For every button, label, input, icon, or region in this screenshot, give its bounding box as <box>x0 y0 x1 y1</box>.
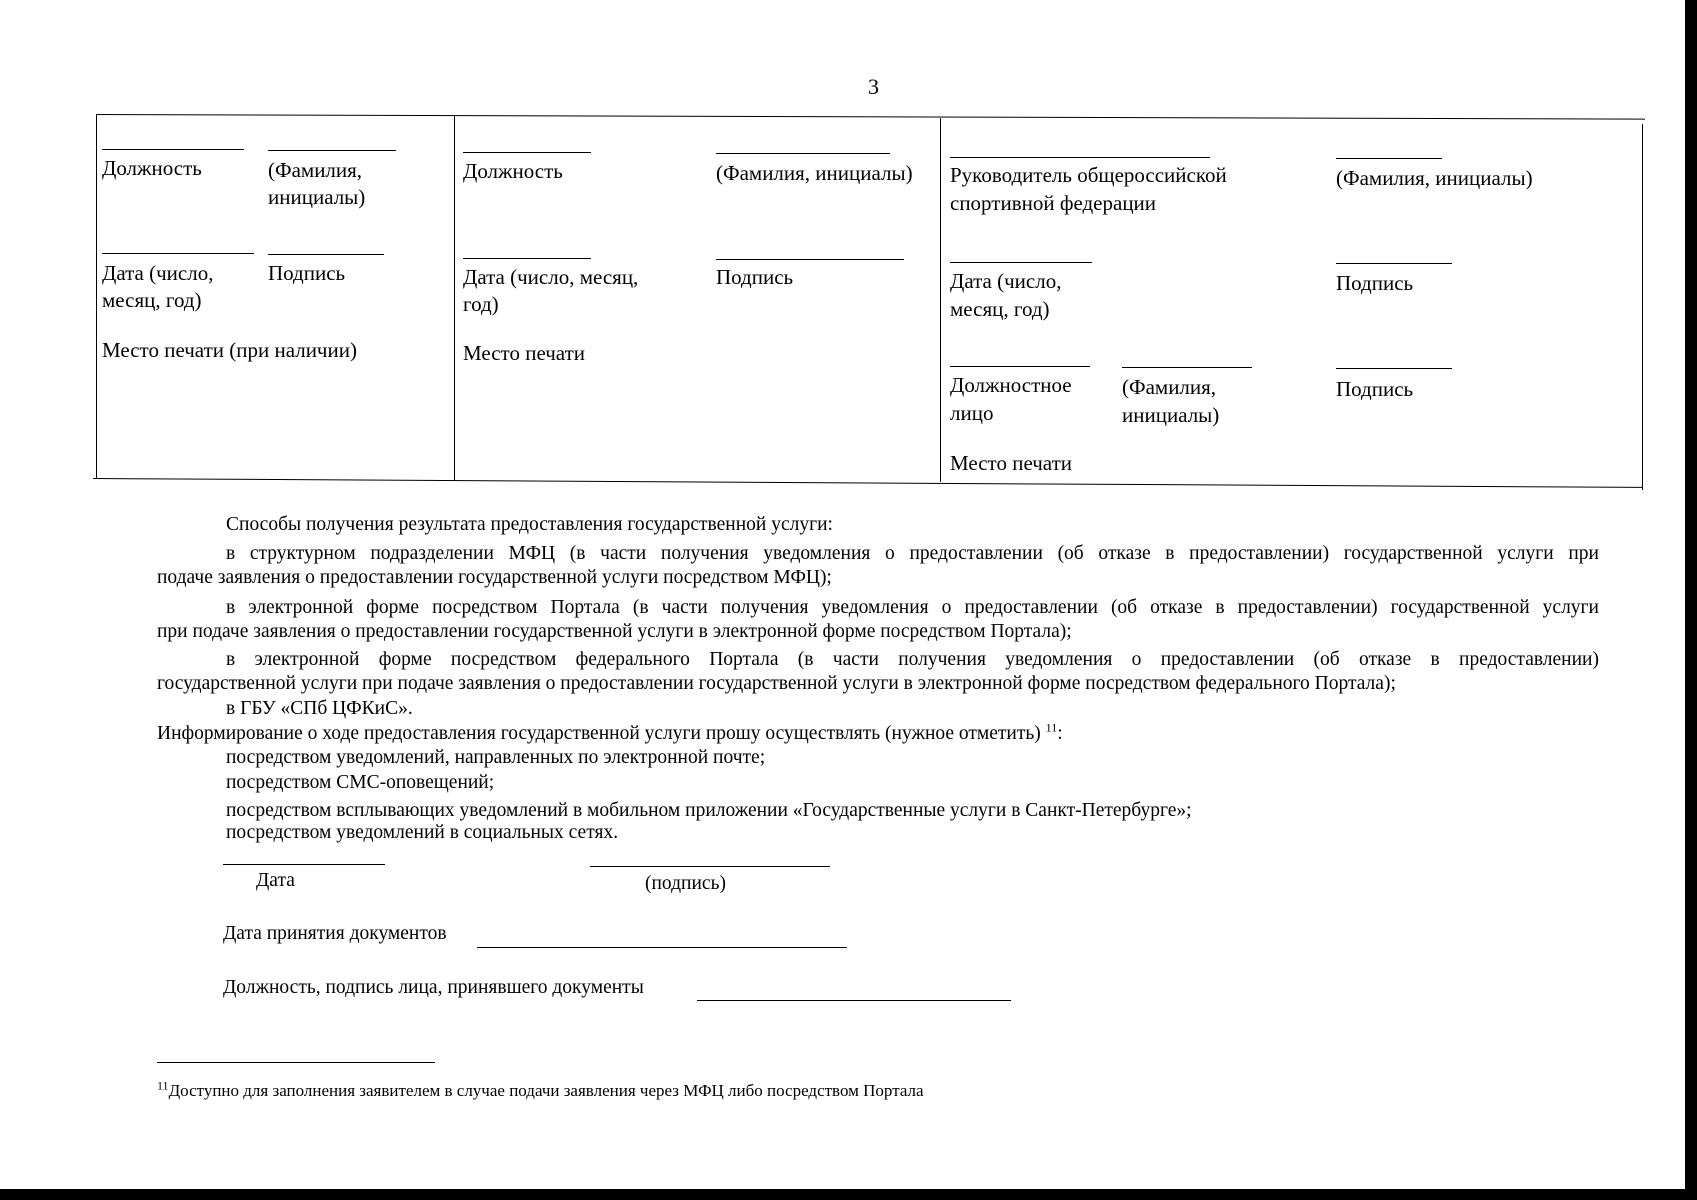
c1-position-label: Должность <box>102 156 202 180</box>
c2-signature-label: Подпись <box>716 265 794 289</box>
c2-date-line <box>463 258 591 259</box>
footnote-separator <box>157 1062 435 1063</box>
table-col-divider-1 <box>454 116 455 480</box>
c1-name-line <box>268 150 396 151</box>
c3-official-name-label-1: (Фамилия, <box>1122 375 1217 399</box>
c1-position-line <box>102 149 244 150</box>
c3-stamp-label: Место печати <box>950 451 1073 475</box>
method-mfc-line2: подаче заявления о предоставлении государственной услуги посредством МФЦ); <box>157 567 832 588</box>
acceptance-date-line <box>477 947 847 948</box>
signature-line <box>590 866 830 867</box>
c1-name-label-1: (Фамилия, <box>268 158 363 182</box>
method-mfc-line1: в структурном подразделении МФЦ (в части получения уведомления о предоставлении (об отказе в предоставлении) государственной услуги при <box>226 543 1599 564</box>
inform-option-app: посредством всплывающих уведомлений в мобильном приложении «Государственные услуги в Санкт-Петербурге»; <box>226 800 1192 821</box>
c1-date-line <box>102 253 254 254</box>
c2-position-label: Должность <box>463 159 563 183</box>
page-number: 3 <box>868 74 879 99</box>
c3-official-name-label-2: инициалы) <box>1122 403 1220 427</box>
c3-official-signature-line <box>1336 368 1452 369</box>
c1-signature-line <box>268 254 384 255</box>
inform-option-email: посредством уведомлений, направленных по электронной почте; <box>226 747 766 768</box>
scan-edge-right <box>1685 0 1697 1200</box>
c2-date-label-2: год) <box>463 292 499 316</box>
informing-footnote-ref: 11 <box>1045 720 1058 735</box>
table-top-border <box>96 114 1645 120</box>
date-label: Дата <box>256 870 295 891</box>
scan-edge-bottom <box>0 1189 1697 1200</box>
table-right-border <box>1642 124 1643 490</box>
c3-date-label-2: месяц, год) <box>950 297 1050 321</box>
method-portal-line1: в электронной форме посредством Портала (в части получения уведомления о предоставлении (об отказе в предоставлении) государственной услуги <box>226 597 1599 618</box>
method-gbu: в ГБУ «СПб ЦФКиС». <box>226 698 413 719</box>
c2-name-label: (Фамилия, инициалы) <box>716 161 913 185</box>
c2-signature-line <box>716 259 904 260</box>
table-left-border <box>96 114 97 478</box>
c3-date-label-1: Дата (число, <box>950 269 1062 293</box>
inform-option-social: посредством уведомлений в социальных сетях. <box>226 822 619 843</box>
c2-name-line <box>716 153 890 154</box>
table-bottom-border <box>93 478 1643 488</box>
inform-option-sms: посредством СМС-оповещений; <box>226 772 495 793</box>
methods-intro: Способы получения результата предоставления государственной услуги: <box>226 514 833 535</box>
acceptor-label: Должность, подпись лица, принявшего документы <box>223 977 644 998</box>
method-fed-portal-line1: в электронной форме посредством федерального Портала (в части получения уведомления о предоставлении (об отказе в предоставлении) <box>226 649 1599 670</box>
footnote-mark: 11 <box>157 1078 169 1093</box>
c3-name-line <box>1336 158 1442 159</box>
c1-stamp-label: Место печати (при наличии) <box>102 338 357 362</box>
c1-signature-label: Подпись <box>268 261 346 285</box>
c1-date-label-1: Дата (число, <box>102 261 214 285</box>
c1-name-label-2: инициалы) <box>268 185 366 209</box>
table-col-divider-2 <box>940 118 941 482</box>
signature-label: (подпись) <box>645 873 726 894</box>
c3-official-signature-label: Подпись <box>1336 377 1414 401</box>
c3-official-line <box>950 366 1090 367</box>
c2-position-line <box>463 152 591 153</box>
c3-official-label-1: Должностное <box>950 373 1072 397</box>
method-fed-portal-line2: государственной услуги при подаче заявления о предоставлении государственной услуги в электронной форме посредством федерального Портала); <box>157 673 1396 694</box>
c3-head-line <box>950 157 1210 158</box>
c2-stamp-label: Место печати <box>463 341 586 365</box>
c3-official-label-2: лицо <box>950 401 994 425</box>
informing-intro <box>157 722 1063 746</box>
c3-head-label-2: спортивной федерации <box>950 191 1157 215</box>
informing-colon: : <box>1057 723 1063 744</box>
c3-signature-line <box>1336 263 1452 264</box>
method-portal-line2: при подаче заявления о предоставлении государственной услуги в электронной форме посредством Портала); <box>157 621 1072 642</box>
footnote <box>157 1078 924 1101</box>
date-line <box>223 864 385 865</box>
c3-date-line <box>950 262 1092 263</box>
c3-name-label: (Фамилия, инициалы) <box>1336 166 1533 190</box>
footnote-text: Доступно для заполнения заявителем в случае подачи заявления через МФЦ либо посредством Портала <box>168 1081 924 1100</box>
acceptor-line <box>697 1000 1011 1001</box>
informing-intro-text: Информирование о ходе предоставления государственной услуги прошу осуществлять (нужное отметить) <box>157 723 1041 744</box>
c3-head-label-1: Руководитель общероссийской <box>950 163 1227 187</box>
c2-date-label-1: Дата (число, месяц, <box>463 265 639 289</box>
c1-date-label-2: месяц, год) <box>102 288 202 312</box>
c3-official-name-line <box>1122 367 1252 368</box>
acceptance-date-label: Дата принятия документов <box>223 923 447 944</box>
c3-signature-label: Подпись <box>1336 271 1414 295</box>
